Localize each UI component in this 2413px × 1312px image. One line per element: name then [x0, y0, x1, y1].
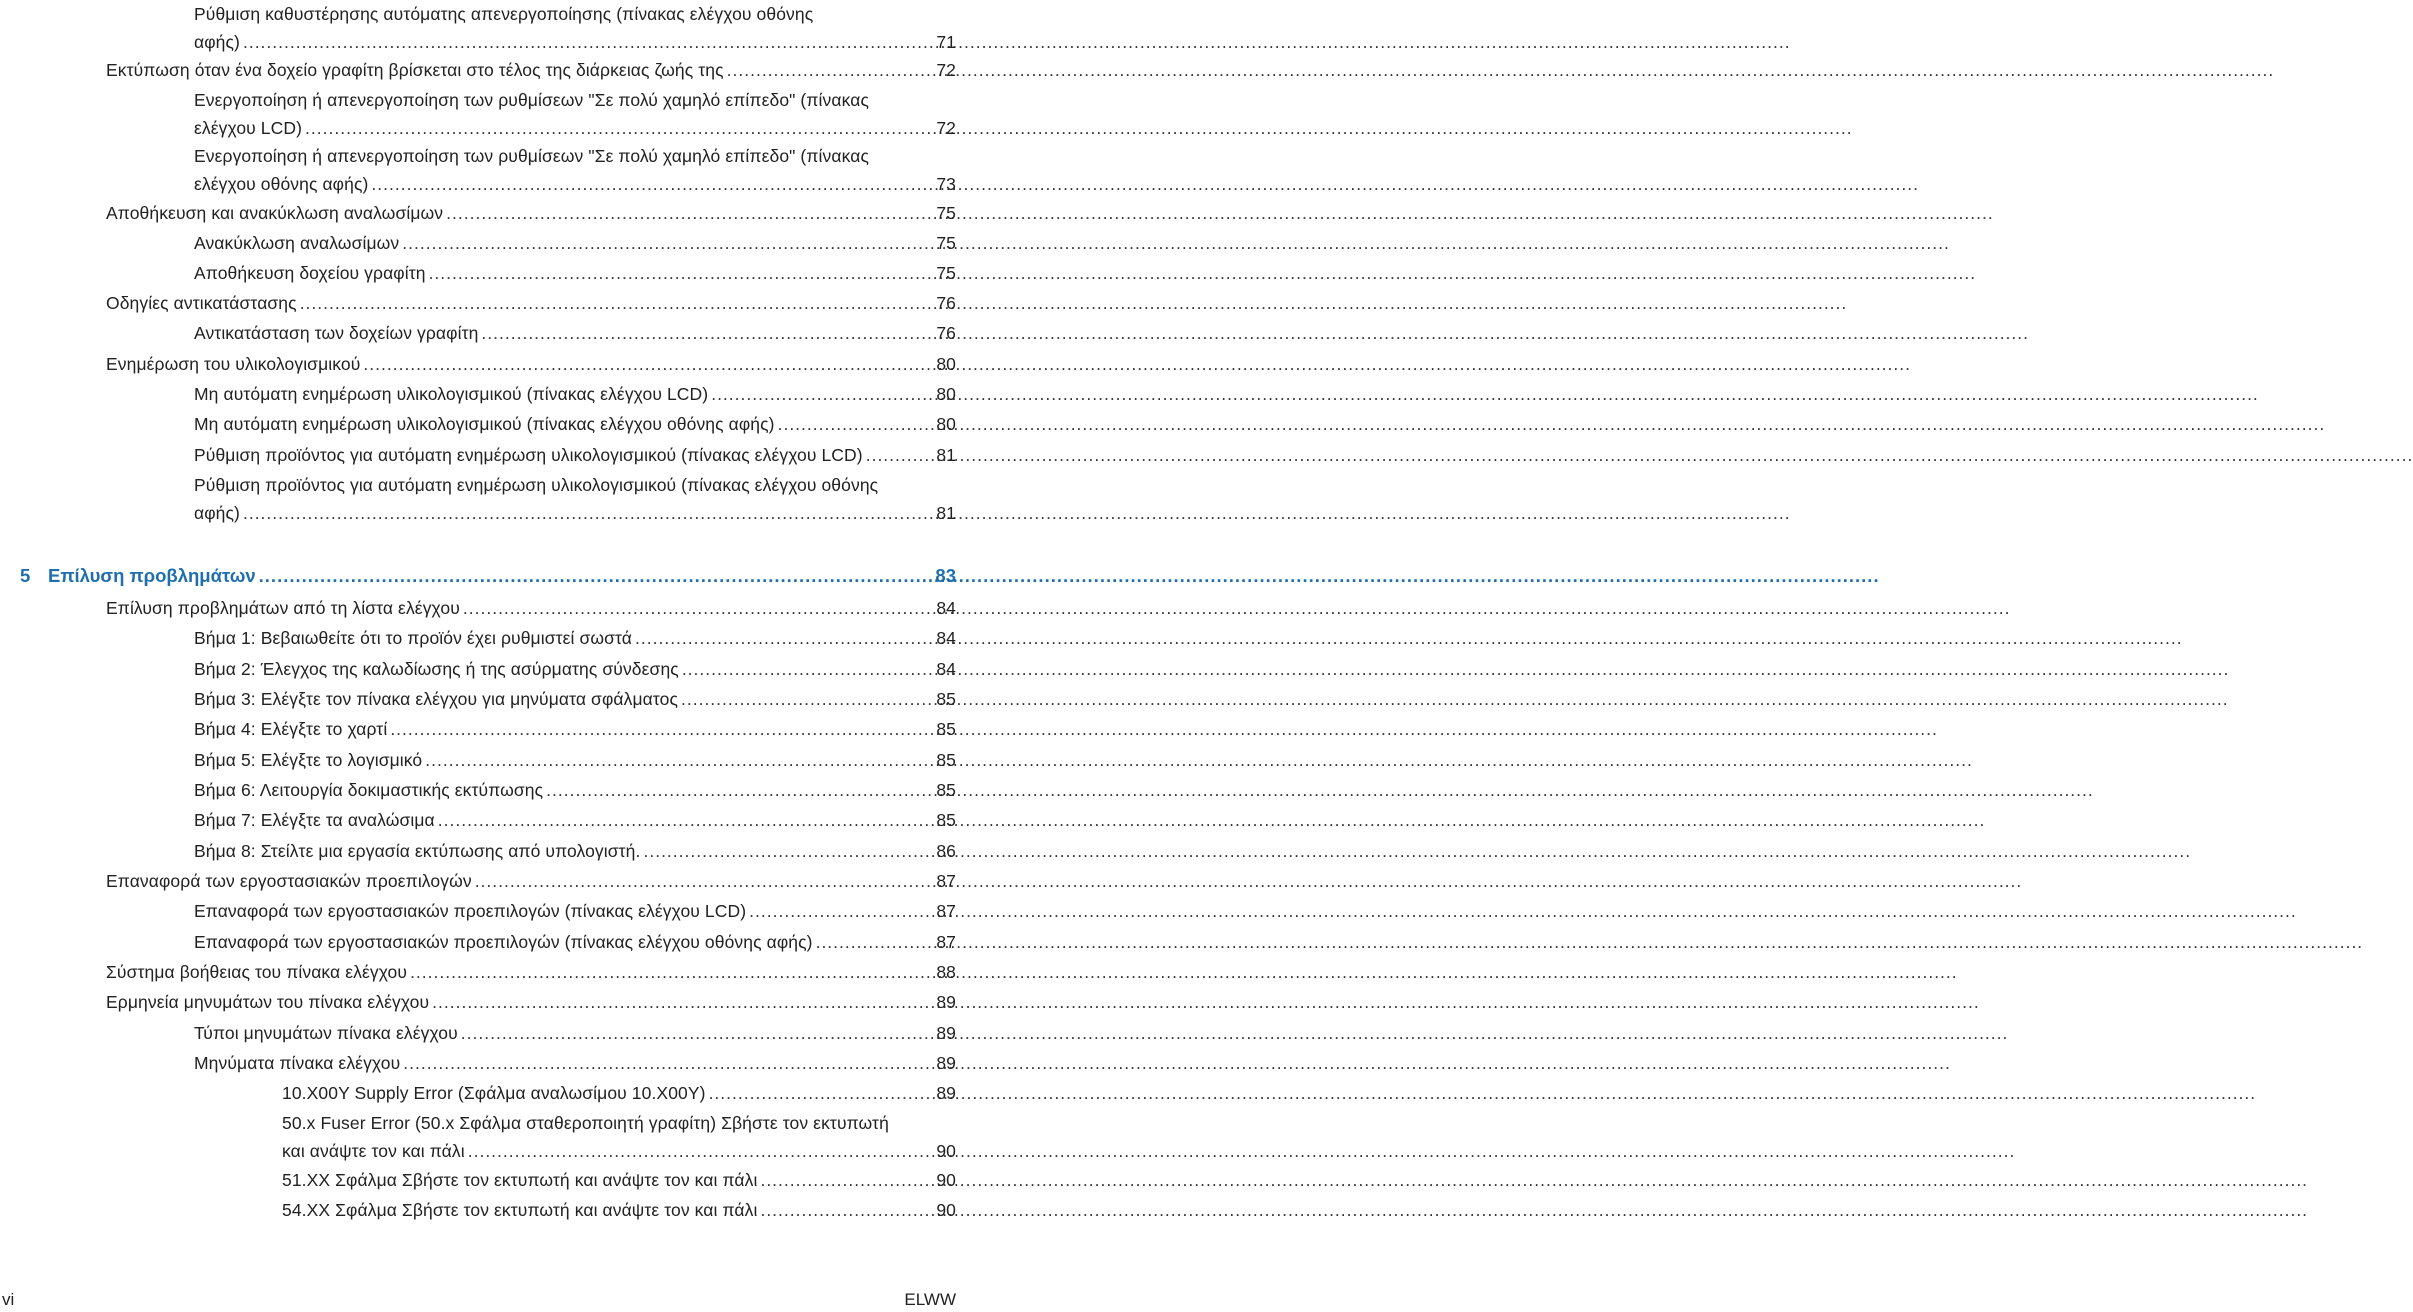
toc-entry-title-line1: 50.x Fuser Error (50.x Σφάλμα σταθεροποιητή γραφίτη) Σβήστε τον εκτυπωτή [282, 1113, 889, 1133]
dot-leader [300, 289, 935, 317]
toc-entry-title: Σύστημα βοήθειας του πίνακα ελέγχου [106, 962, 408, 982]
dot-leader [778, 410, 935, 438]
toc-page-number: 85 [936, 750, 956, 770]
toc-entry[interactable] [282, 1196, 956, 1224]
toc-entry-title: Επαναφορά των εργοστασιακών προεπιλογών [106, 871, 472, 891]
footer-document-code: ELWW [904, 1290, 956, 1309]
toc-entry[interactable] [194, 86, 956, 142]
dot-leader [461, 1019, 935, 1047]
toc-page-number: 76 [936, 293, 956, 313]
toc-entry-title: Οδηγίες αντικατάστασης [106, 293, 297, 313]
toc-entry-title: ελέγχου οθόνης αφής) [194, 174, 369, 194]
toc-page-number: 85 [936, 689, 956, 709]
dot-leader [403, 1049, 934, 1077]
dot-leader [243, 499, 934, 527]
toc-entry-title: 51.XX Σφάλμα Σβήστε τον εκτυπωτή και ανάψτε τον και πάλι [282, 1170, 758, 1190]
toc-entry[interactable] [194, 471, 956, 527]
toc-page-number: 72 [936, 118, 956, 138]
dot-leader [481, 319, 934, 347]
dot-leader [643, 837, 934, 865]
dot-leader [259, 562, 934, 590]
toc-entry[interactable] [194, 1049, 956, 1077]
toc-entry-title: Τύποι μηνυμάτων πίνακα ελέγχου [194, 1023, 458, 1043]
dot-leader [305, 114, 934, 142]
chapter-number: 5 [20, 565, 31, 586]
toc-entry[interactable] [194, 746, 956, 774]
dot-leader [463, 594, 934, 622]
toc-chapter-entry[interactable] [20, 562, 956, 590]
dot-leader [390, 715, 934, 743]
dot-leader [682, 655, 935, 683]
toc-page-number: 83 [935, 565, 956, 586]
toc-entry-title: Επαναφορά των εργοστασιακών προεπιλογών (πίνακας ελέγχου LCD) [194, 901, 747, 921]
dot-leader [681, 685, 934, 713]
toc-page-number: 73 [936, 174, 956, 194]
toc-page-number: 90 [936, 1141, 956, 1161]
toc-page-number: 80 [936, 414, 956, 434]
toc-entry[interactable] [106, 350, 956, 378]
toc-entry-title-line1: Ενεργοποίηση ή απενεργοποίηση των ρυθμίσεων "Σε πολύ χαμηλό επίπεδο" (πίνακας [194, 146, 869, 166]
toc-page-number: 89 [936, 1023, 956, 1043]
toc-entry[interactable] [106, 56, 956, 84]
dot-leader [635, 624, 934, 652]
toc-entry[interactable] [106, 867, 956, 895]
toc-entry-title: Βήμα 2: Έλεγχος της καλωδίωσης ή της ασύρματης σύνδεσης [194, 659, 679, 679]
toc-entry[interactable] [106, 988, 956, 1016]
chapter-title: Επίλυση προβλημάτων [48, 565, 256, 586]
toc-entry-title: Επίλυση προβλημάτων από τη λίστα ελέγχου [106, 598, 460, 618]
dot-leader [410, 958, 934, 986]
toc-page-number: 81 [936, 503, 956, 523]
toc-entry-title: αφής) [194, 503, 240, 523]
dot-leader [371, 170, 934, 198]
toc-entry-title-line1: Ρύθμιση προϊόντος για αυτόματη ενημέρωση υλικολογισμικού (πίνακας ελέγχου οθόνης [194, 475, 879, 495]
dot-leader [760, 1166, 934, 1194]
toc-page-number: 90 [936, 1200, 956, 1220]
dot-leader [749, 897, 934, 925]
toc-entry-title: Αντικατάσταση των δοχείων γραφίτη [194, 323, 479, 343]
toc-entry-title: 54.XX Σφάλμα Σβήστε τον εκτυπωτή και ανάψτε τον και πάλι [282, 1200, 758, 1220]
toc-entry[interactable] [194, 776, 956, 804]
toc-page-number: 84 [936, 598, 956, 618]
toc-page-number: 85 [936, 810, 956, 830]
toc-page-number: 90 [936, 1170, 956, 1190]
toc-entry-title: Αποθήκευση δοχείου γραφίτη [194, 263, 426, 283]
toc-entry-title-line1: Ρύθμιση καθυστέρησης αυτόματης απενεργοποίησης (πίνακας ελέγχου οθόνης [194, 4, 814, 24]
toc-page-number: 88 [936, 962, 956, 982]
toc-entry-title: Μη αυτόματη ενημέρωση υλικολογισμικού (πίνακας ελέγχου οθόνης αφής) [194, 414, 775, 434]
toc-entry-title: Εκτύπωση όταν ένα δοχείο γραφίτη βρίσκεται στο τέλος της διάρκειας ζωής της [106, 60, 724, 80]
toc-entry-title: Βήμα 8: Στείλτε μια εργασία εκτύπωσης από υπολογιστή. [194, 841, 641, 861]
toc-entry-title: Βήμα 1: Βεβαιωθείτε ότι το προϊόν έχει ρυθμιστεί σωστά [194, 628, 633, 648]
toc-entry[interactable] [194, 319, 956, 347]
dot-leader [243, 28, 934, 56]
toc-page-number: 80 [936, 354, 956, 374]
toc-entry-title: Ερμηνεία μηνυμάτων του πίνακα ελέγχου [106, 992, 430, 1012]
toc-entry[interactable] [194, 441, 956, 469]
toc-page-number: 87 [936, 932, 956, 952]
toc-entry-title: Ανακύκλωση αναλωσίμων [194, 233, 400, 253]
toc-entry-title: Μη αυτόματη ενημέρωση υλικολογισμικού (πίνακας ελέγχου LCD) [194, 384, 709, 404]
toc-entry-title-line1: Ενεργοποίηση ή απενεργοποίηση των ρυθμίσεων "Σε πολύ χαμηλό επίπεδο" (πίνακας [194, 90, 869, 110]
toc-entry[interactable] [282, 1109, 956, 1165]
dot-leader [438, 806, 935, 834]
toc-entry-title: αφής) [194, 32, 240, 52]
toc-page-number: 71 [936, 32, 956, 52]
toc-page-number: 75 [936, 233, 956, 253]
toc-entry-title: Βήμα 3: Ελέγξτε τον πίνακα ελέγχου για μηνύματα σφάλματος [194, 689, 678, 709]
toc-entry[interactable] [194, 0, 956, 56]
toc-page-number: 75 [936, 203, 956, 223]
toc-entry[interactable] [282, 1166, 956, 1194]
dot-leader [363, 350, 934, 378]
toc-entry[interactable] [194, 410, 956, 438]
toc-entry[interactable] [194, 142, 956, 198]
toc-page-number: 85 [936, 780, 956, 800]
toc-entry-title: Μηνύματα πίνακα ελέγχου [194, 1053, 401, 1073]
toc-page-number: 89 [936, 1053, 956, 1073]
toc-entry[interactable] [194, 229, 956, 257]
dot-leader [429, 259, 935, 287]
dot-leader [709, 1079, 935, 1107]
toc-entry[interactable] [106, 199, 956, 227]
dot-leader [711, 380, 934, 408]
toc-entry-title: Ενημέρωση του υλικολογισμικού [106, 354, 361, 374]
dot-leader [546, 776, 934, 804]
toc-page-number: 80 [936, 384, 956, 404]
toc-page-number: 85 [936, 719, 956, 739]
toc-page-number: 72 [936, 60, 956, 80]
dot-leader [760, 1196, 934, 1224]
toc-entry[interactable] [282, 1079, 956, 1107]
toc-entry-title: Αποθήκευση και ανακύκλωση αναλωσίμων [106, 203, 444, 223]
footer-page-number: vi [2, 1290, 15, 1309]
toc-entry-title: και ανάψτε τον και πάλι [282, 1141, 465, 1161]
toc-entry[interactable] [194, 928, 956, 956]
toc-page-number: 87 [936, 871, 956, 891]
toc-entry[interactable] [194, 380, 956, 408]
toc-entry[interactable] [106, 958, 956, 986]
dot-leader [432, 988, 934, 1016]
dot-leader [727, 56, 935, 84]
toc-entry[interactable] [194, 655, 956, 683]
toc-entry-title: Βήμα 7: Ελέγξτε τα αναλώσιμα [194, 810, 435, 830]
toc-page-number: 75 [936, 263, 956, 283]
toc-page-number: 84 [936, 628, 956, 648]
toc-page-number: 89 [936, 992, 956, 1012]
toc-page-number: 87 [936, 901, 956, 921]
toc-page-number: 84 [936, 659, 956, 679]
toc-entry-title: ελέγχου LCD) [194, 118, 303, 138]
toc-entry-title: Επαναφορά των εργοστασιακών προεπιλογών (πίνακας ελέγχου οθόνης αφής) [194, 932, 813, 952]
dot-leader [425, 746, 934, 774]
toc-page-number: 86 [936, 841, 956, 861]
toc-entry[interactable] [194, 715, 956, 743]
dot-leader [468, 1137, 935, 1165]
toc-entry[interactable] [194, 259, 956, 287]
toc-page-number: 81 [936, 445, 956, 465]
dot-leader [446, 199, 934, 227]
dot-leader [866, 441, 935, 469]
dot-leader [816, 928, 935, 956]
toc-entry[interactable] [194, 897, 956, 925]
toc-entry[interactable] [106, 594, 956, 622]
toc-entry-title: Ρύθμιση προϊόντος για αυτόματη ενημέρωση υλικολογισμικού (πίνακας ελέγχου LCD) [194, 445, 863, 465]
dot-leader [402, 229, 934, 257]
dot-leader [475, 867, 935, 895]
toc-entry-title: Βήμα 4: Ελέγξτε το χαρτί [194, 719, 388, 739]
toc-page-number: 89 [936, 1083, 956, 1103]
toc-page-number: 76 [936, 323, 956, 343]
toc-entry-title: 10.X00Y Supply Error (Σφάλμα αναλωσίμου 10.X00Y) [282, 1083, 706, 1103]
toc-entry[interactable] [106, 289, 956, 317]
toc-entry-title: Βήμα 5: Ελέγξτε το λογισμικό [194, 750, 423, 770]
toc-entry-title: Βήμα 6: Λειτουργία δοκιμαστικής εκτύπωσης [194, 780, 544, 800]
toc-entry[interactable] [194, 624, 956, 652]
toc-entry[interactable] [194, 806, 956, 834]
toc-entry[interactable] [194, 837, 956, 865]
toc-entry[interactable] [194, 1019, 956, 1047]
toc-entry[interactable] [194, 685, 956, 713]
